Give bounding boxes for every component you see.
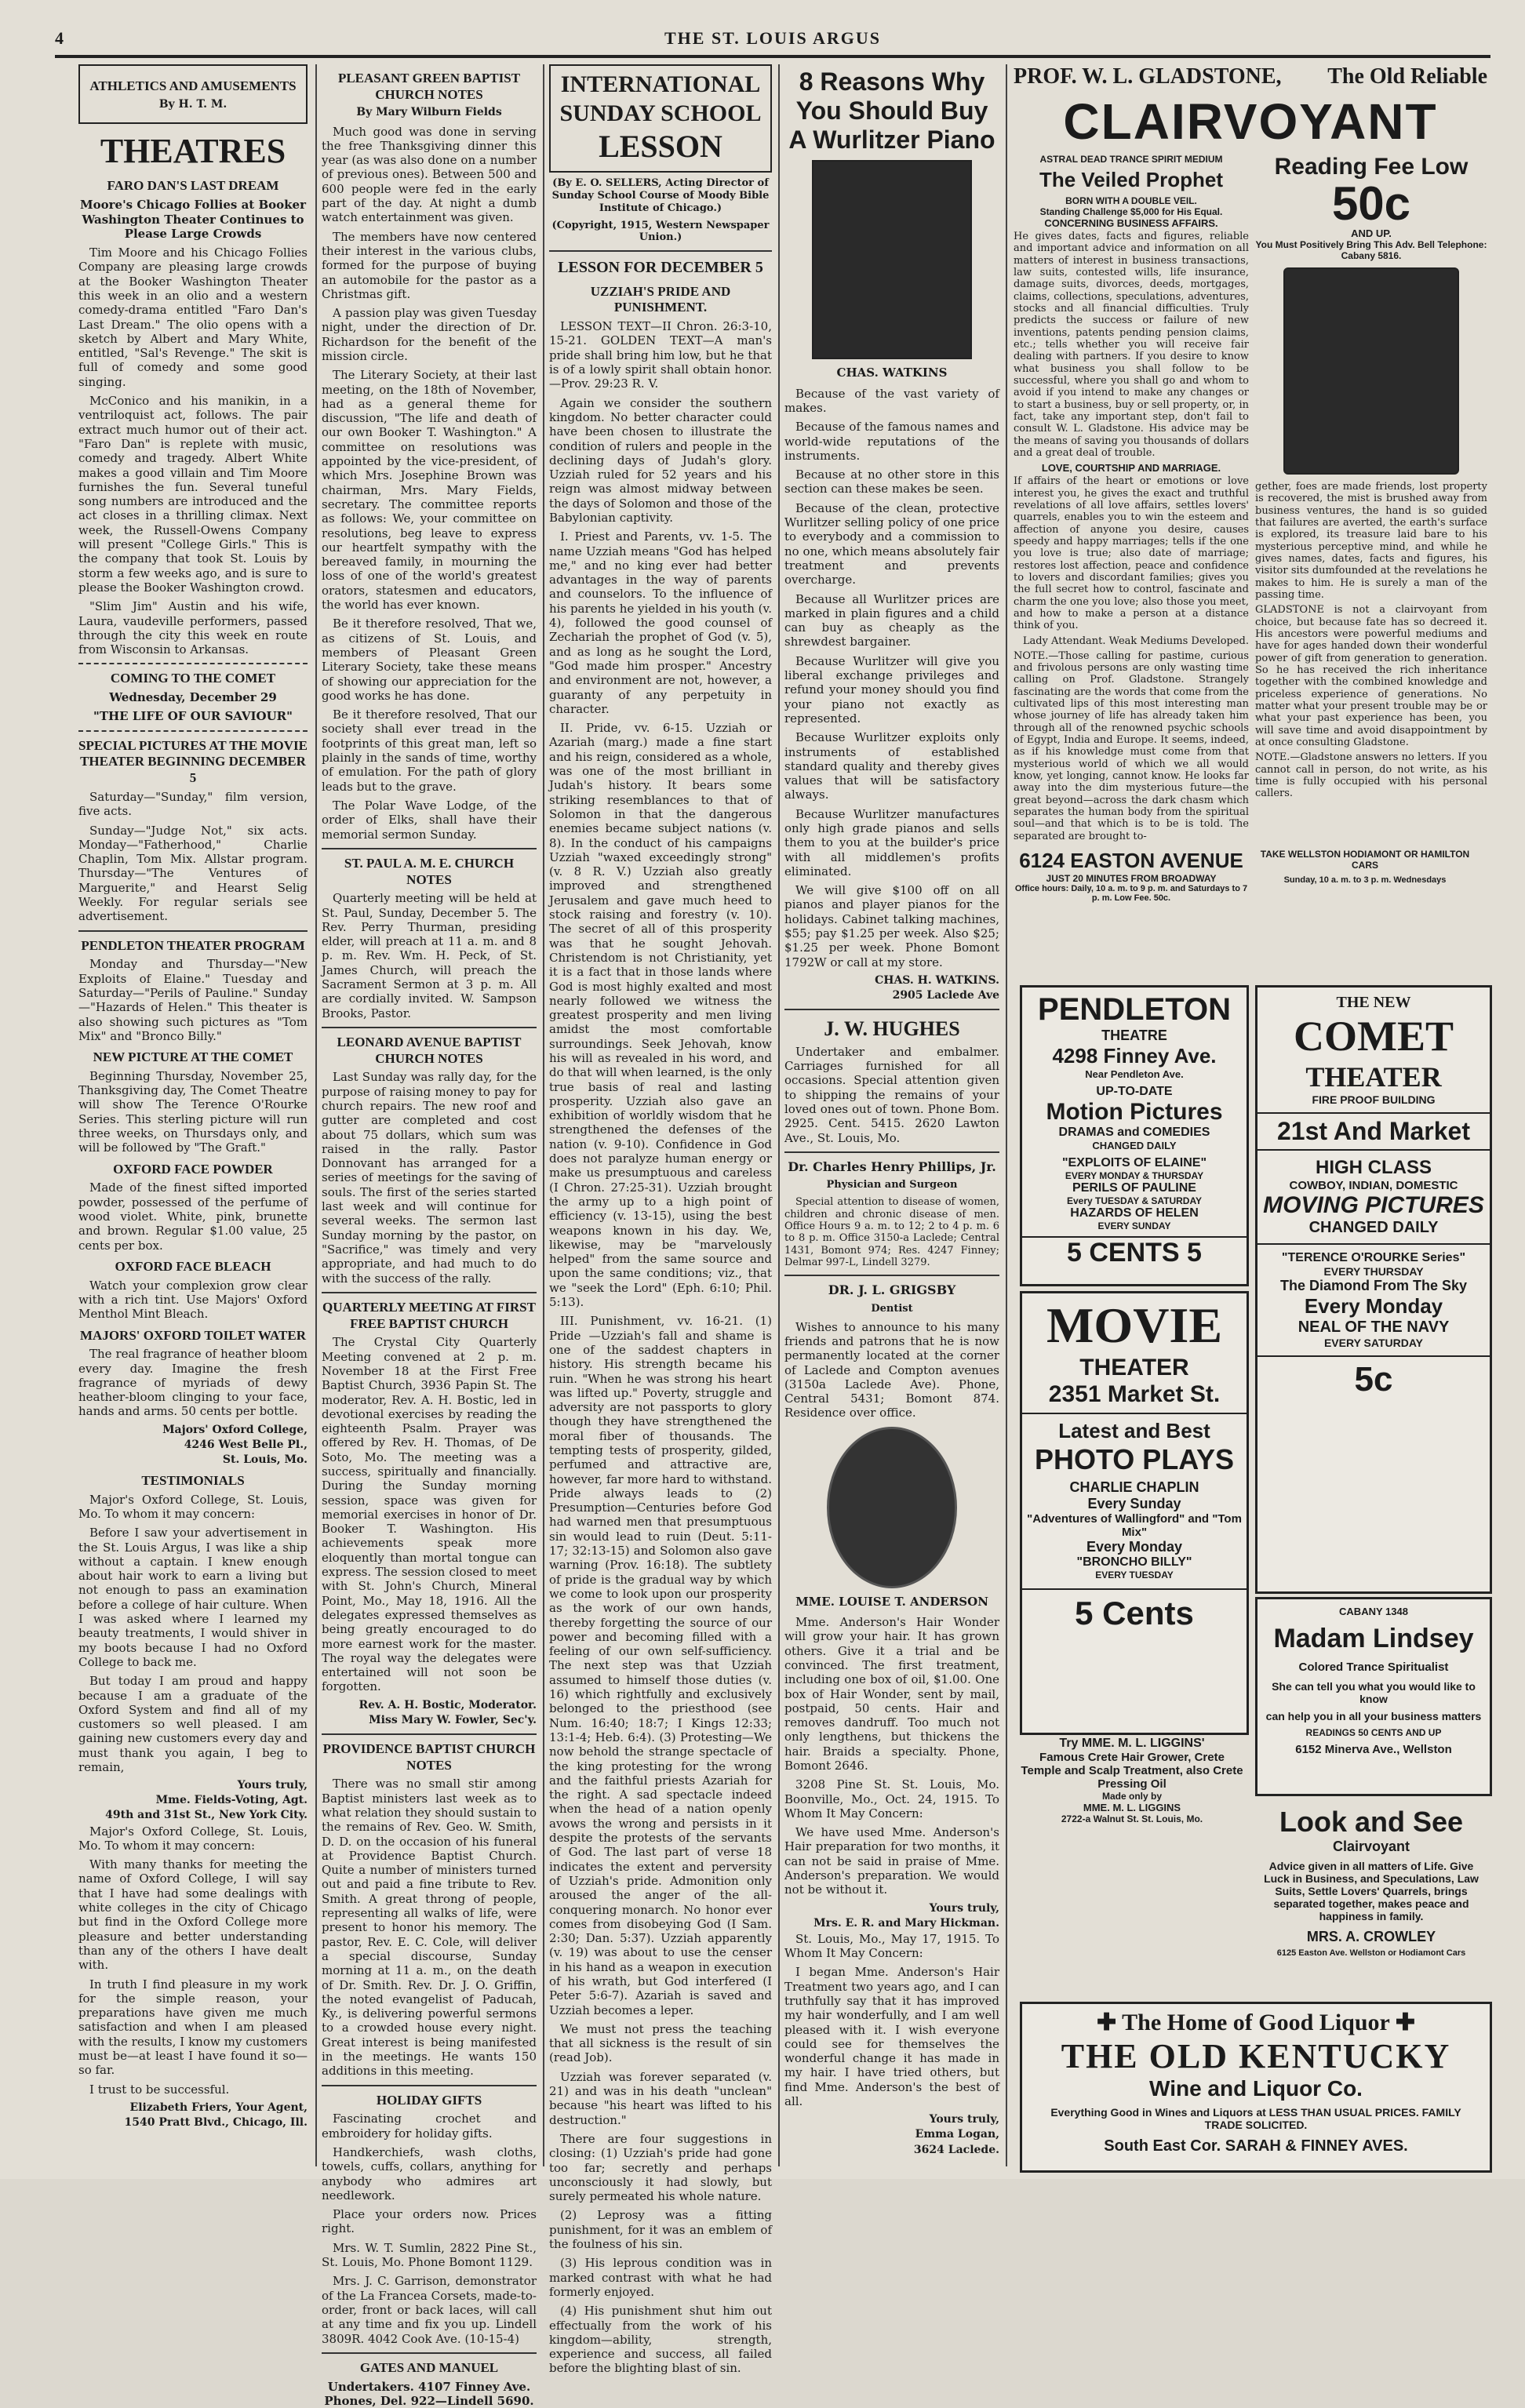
ad-paragraph: Because Wurlitzer manufactures only high grade pianos and sells them to you at the builder's price with all middlemen's profits eliminated. [784,806,999,878]
movie-title: MOVIE [1046,1297,1222,1353]
gladstone-left-col [1014,154,1255,846]
movie-latest: Latest and Best [1058,1419,1210,1442]
gladstone-reliable: The Old Reliable [1327,64,1487,89]
article-paragraph: Quarterly meeting will be held at St. Paul, Sunday, December 5. The Rev. Perry Thurman, presiding elder, will preach at 11 a. m. and 8 p. m. Rev. Wm. H. Peck, of St. James Church, will preach the Sacrament Sermon at 3 p. m. All are cordially invited. W. Sampson Brooks, Pastor. [322,891,537,1020]
article-paragraph: Place your orders now. Prices right. [322,2207,537,2236]
column-1 [78,64,308,2166]
liggins-products: Famous Crete Hair Grower, Crete Temple and Scalp Treatment, also Crete Pressing Oil [1021,1751,1243,1791]
clairvoyant-title: CLAIRVOYANT [1063,93,1438,150]
watkins-caption: CHAS. WATKINS [836,366,948,380]
article-paragraph: The Crystal City Quarterly Meeting convened at 2 p. m. November 18 at the First Free Baptist Church, 3936 Papin St. The moderator, Rev. A. H. Bostic, led in devotional exercises by reading the eighteenth Psalm. Prayer was offered by Rev. H. Thomas, of De Soto, Mo. The meeting was a success, spiritually and financially. During the Sunday morning session, space was given for memorial exercises in honor of Dr. Booker T. Washington. His achievements speak more eloquently than mortal tongue can express. The session closed to meet with St. John's Church, Mineral Point, Mo., May 18, 1916. All the delegates expressed themselves as being greatly encouraged to do more earnest work for the master. The royal way the delegates were entertained will not soon be forgotten. [322,1335,537,1694]
comet-saturday: EVERY SATURDAY [1323,1337,1424,1349]
divider [784,1275,999,1276]
crowley-look-and-see: Look and See [1279,1806,1464,1838]
cross-icon: ✚ [1389,2010,1415,2035]
grigsby-heading: DR. J. L. GRIGSBY [828,1282,956,1298]
ad-paragraph: Because of the famous names and world-wide reputations of the instruments. [784,420,999,463]
lindsey-tell: She can tell you what you would like to know [1272,1680,1476,1705]
article-paragraph: Before I saw your advertisement in the St. Louis Argus, I was like a ship without a captain. I knew enough about hair work to earn a living but not enough to pass an examination before a college of hair culture. When I was asked where I learned my beauty treatments, I would shiver in my boots because I had no Oxford College to back me. [78,1526,308,1669]
column-3 [549,64,772,2376]
article-paragraph: Much good was done in serving the free Thanksgiving dinner this year (as was also done on a number of previous ones). Between 500 and 600 people were fed in the early part of the day. At night a dumb watch entertainment was given. [322,124,537,225]
faro-heading: FARO DAN'S LAST DREAM [107,178,279,194]
anderson-caption: MME. LOUISE T. ANDERSON [795,1594,988,1609]
grigsby-subheading: Dentist [871,1302,913,1315]
signature: 1540 Pratt Blvd., Chicago, Ill. [124,2115,308,2129]
providence-heading: PROVIDENCE BAPTIST CHURCH NOTES [322,1741,536,1773]
new-picture-heading: NEW PICTURE AT THE COMET [93,1049,293,1065]
article-paragraph: The Polar Wave Lodge, of the order of Elks, shall have their memorial sermon Sunday. [322,798,537,842]
article-paragraph: Mrs. J. C. Garrison, demonstrator of the La Francea Corsets, made-to-order, front or back laces, will call at any time and fix you up. Lindell 3809R. 4042 Cook Ave. (10-15-4) [322,2274,537,2346]
athletics-byline: By H. T. M. [158,97,227,111]
article-paragraph: I. Priest and Parents, vv. 1-5. The name Uzziah means "God has helped me," and no king ever had better advantages in the way of parents and counselors. To the influence of his parents he yielded in his youth (v. 4), followed the good counsel of Zechariah the prophet of God (v. 5), and as long as he sought the Lord, "God made him prosper." Ancestry and environment are not, however, a guaranty of any perpetuity in character. [549,529,772,716]
comet-address: 21st And Market [1257,1112,1490,1151]
pendleton-helen-days: EVERY SUNDAY [1097,1220,1171,1231]
lindsey-name: Madam Lindsey [1273,1624,1474,1653]
cross-icon: ✚ [1097,2010,1123,2035]
kentucky-prices: Everything Good in Wines and Liquors at LESS THAN USUAL PRICES. FAMILY TRADE SOLICITED. [1050,2106,1461,2131]
article-paragraph: Again we consider the southern kingdom. No better character could have been chosen to illustrate the condition of rulers and people in the declining days of Judah's glory. Uzziah ruled for 52 years and his reign was almost midway between the days of Solomon and those of the Babylonian captivity. [549,395,772,525]
divider [322,848,537,849]
comet-ad [1255,985,1492,1594]
pendleton-changed: CHANGED DAILY [1092,1140,1177,1151]
pendleton-pauline: PERILS OF PAULINE [1072,1181,1196,1195]
ad-paragraph: Wishes to announce to his many friends and patrons that he is now permanently located at the corner of Laclede and Compton avenues (3150a Laclede Ave). Phone, Central 5431; Bomont 874. Residence over office. [784,1319,999,1420]
signature: Miss Mary W. Fowler, Sec'y. [369,1713,537,1726]
st-paul-heading: ST. PAUL A. M. E. CHURCH NOTES [344,855,515,887]
signature: Elizabeth Friers, Your Agent, [129,2101,308,2114]
watkins-portrait [812,160,972,359]
article-paragraph: The real fragrance of heather bloom every day. Imagine the fresh fragrance of myriads of dewy heather-bloom clinging to your face, hands and arms. 50 cents per bottle. [78,1347,308,1419]
ad-paragraph: 3208 Pine St. St. Louis, Mo. Boonville, Mo., Oct. 24, 1915. To Whom It May Concern: [784,1777,999,1821]
athletics-box [78,64,308,124]
lindsey-readings: READINGS 50 CENTS AND UP [1305,1727,1442,1738]
article-paragraph: Saturday—"Sunday," film version, five acts. [78,789,308,819]
uzziah-heading: UZZIAH'S PRIDE AND PUNISHMENT. [590,283,731,315]
reading-fee: Reading Fee Low [1274,154,1469,180]
article-paragraph: Major's Oxford College, St. Louis, Mo. To whom it may concern: [78,1824,308,1853]
wurlitzer-line-3: A Wurlitzer Piano [788,125,995,154]
fee-and-up: AND UP. [1351,227,1392,239]
ad-paragraph: Because at no other store in this section can these makes be seen. [784,467,999,497]
veiled-prophet: The Veiled Prophet [1039,168,1224,191]
fee-note: You Must Positively Bring This Adv. Bell Telephone: Cabany 5816. [1255,239,1487,261]
divider [784,1009,999,1010]
article-paragraph: Fascinating crochet and embroidery for holiday gifts. [322,2112,537,2141]
divider [784,1151,999,1153]
ad-paragraph: Undertaker and embalmer. Carriages furnished for all occasions. Special attention given to shipping the remains of your loved ones out of town. Phone Bom. 2925. Cent. 5415. 2620 Lawton Ave., St. Louis, Mo. [784,1044,999,1145]
gladstone-portrait [1283,267,1459,475]
ad-paragraph: gether, foes are made friends, lost property is recovered, the mist is brushed away from business ventures, the hand is so guided that failures are averted, the earth's surface is explored, its treasure laid bare to his mysterious perceptive mind, and while he gives names, dates, facts and figures, his visitor sits dumfounded at the revelations he makes to him. He is surely a man of the passing time. [1255,481,1487,601]
movie-tuesday: EVERY TUESDAY [1095,1570,1174,1580]
gladstone-ad [1014,64,1487,976]
ad-paragraph: If affairs of the heart or emotions or love interest you, he gives the exact and truthful revelations of all love affairs, settles lovers' quarrels, enables you to win the esteem and affection of anyone you desire, causes speedy and happy marriages; tells if the one you love is true; also date of marriage; restores lost affection, peace and confidence to lovers and discordant families; gives you the full secret how to control, fascinate and charm the one you love; also those you meet, and how to make a person at a distance think of you. [1014,475,1249,632]
gladstone-sunday: Sunday, 10 a. m. to 3 p. m. Wednesdays [1283,875,1447,886]
liggins-try: Try MME. M. L. LIGGINS' [1059,1737,1205,1750]
comet-the-new: THE NEW [1336,994,1411,1011]
column-rule [315,64,317,2166]
gates-manuel-heading: GATES AND MANUEL [359,2359,499,2375]
pendleton-uptodate: UP-TO-DATE [1096,1085,1173,1098]
gladstone-hours: Office hours: Daily, 10 a. m. to 9 p. m. and Saturdays to 7 p. m. Low Fee. 50c. [1014,884,1248,904]
gladstone-cars: TAKE WELLSTON HODIAMONT OR HAMILTON CARS [1260,849,1470,871]
pendleton-elaine-days: EVERY MONDAY & THURSDAY [1065,1170,1204,1181]
comet-price: 5c [1257,1355,1490,1399]
article-paragraph: We must not press the teaching that all sickness is the result of sin (read Job). [549,2021,772,2065]
lindsey-ad [1255,1597,1492,1796]
column-4 [784,64,999,2166]
pendleton-pauline-days: Every TUESDAY & SATURDAY [1066,1195,1203,1206]
pendleton-program-heading: PENDLETON THEATER PROGRAM [81,937,305,953]
article-paragraph: Beginning Thursday, November 25, Thanksgiving day, The Comet Theatre will show The Terence O'Rourke Series. This sterling picture will run three weeks, on Thursdays only, and will be followed by "The Graft." [78,1068,308,1155]
ad-paragraph: We have used Mme. Anderson's Hair preparation for two months, it can not be said in praise of Mme. Anderson's preparation. We would not be without it. [784,1825,999,1897]
article-paragraph: McConico and his manikin, in a ventriloquist act, follows. The pair extract much humor out of their act. "Faro Dan" is replete with music, comedy and tragedy. Albert White makes a good villain and Tim Moore furnishes the fun. Several tuneful song numbers are introduced and the act closes in a thrilling climax. Next week, the Russell-Owens Company will present "College Girls." This is the company that took St. Louis by storm a few weeks ago, and is sure to please the Booker Washington crowd. [78,394,308,595]
article-paragraph: Sunday—"Judge Not," six acts. Monday—"Fatherhood," Charlie Chaplin, Tom Mix. Allstar program. Thursday—"The Ventures of Marguerite," and Hearst Selig Weekly. For regular serials see advertisement. [78,823,308,924]
holiday-gifts-heading: HOLIDAY GIFTS [376,2092,482,2108]
signature: Mrs. E. R. and Mary Hickman. [813,1916,999,1930]
old-kentucky-ad [1020,2002,1492,2173]
ad-paragraph: Because Wurlitzer will give you liberal exchange privileges and refund your money should you find your piano not exactly as represented. [784,653,999,726]
lesson-date-heading: LESSON FOR DECEMBER 5 [558,259,763,277]
lindsey-help: can help you in all your business matters [1265,1710,1482,1722]
article-paragraph: Be it therefore resolved, That our society shall ever tread in the footprints of this great man, left so plainly in the sands of time, worthy of emulation. For the path of glory leads but to the grave. [322,707,537,794]
pendleton-near: Near Pendleton Ave. [1085,1068,1184,1080]
comet-title: "THE LIFE OF OUR SAVIOUR" [93,709,293,724]
signature: 4246 West Belle Pl., [184,1438,308,1451]
signature: Emma Logan, [915,2128,999,2141]
pleasant-green-byline: By Mary Wilburn Fields [356,106,502,119]
signature: St. Louis, Mo. [222,1453,308,1466]
signature: Mme. Fields-Voting, Agt. [155,1794,308,1807]
gladstone-address-block [1014,849,1249,903]
ad-paragraph: Because Wurlitzer exploits only instruments of established standard quality and thereby gives values that will be satisfactory always. [784,730,999,802]
pendleton-helen: HAZARDS OF HELEN [1070,1206,1199,1220]
comet-genres: COWBOY, INDIAN, DOMESTIC [1289,1179,1458,1192]
comet-orourke: "TERENCE O'ROURKE Series" [1281,1251,1466,1264]
phillips-subheading: Physician and Surgeon [826,1179,958,1191]
column-rule [543,64,544,2166]
testimonials-heading: TESTIMONIALS [141,1472,245,1488]
lindsey-title: Colored Trance Spiritualist [1298,1661,1449,1674]
ad-paragraph: I began Mme. Anderson's Hair Treatment two years ago, and I can truthfully say that it has improved my hair wonderfully, and I am well pleased with it. I wish everyone could see for themselves the wonderful change it has made in my hair. I have tried others, but find Mme. Anderson's the best of all. [784,1965,999,2109]
oxford-powder-heading: OXFORD FACE POWDER [113,1161,273,1177]
article-paragraph: In truth I find pleasure in my work for the simple reason, your preparations have given me much satisfaction and when I am pleased with the results, I know my customers must be—at least I have found it so—so far. [78,1977,308,2078]
divider [322,2085,537,2086]
newspaper-title: THE ST. LOUIS ARGUS [664,28,881,48]
kentucky-address: South East Cor. SARAH & FINNEY AVES. [1104,2137,1408,2155]
banner-line-2: SUNDAY SCHOOL [559,100,762,126]
article-paragraph: There are four suggestions in closing: (1) Uzziah's pride had gone too far; secretly and perhaps unconsciously it had slowly, but surely permeated his whole nature. [549,2131,772,2204]
article-paragraph: Be it therefore resolved, That we, as citizens of St. Louis, and members of Pleasant Green Literary Society, take these means of showing our appreciation for the good works he has done. [322,617,537,703]
wurlitzer-line-2: You Should Buy [795,96,988,125]
article-paragraph: With many thanks for meeting the name of Oxford College, I will say that I have had some dealings with white colleges in the city of Chicago but find in the Oxford College more pleasure and better understanding than any of the others I have dealt with. [78,1857,308,1973]
gladstone-body [1014,154,1487,846]
movie-address: 2351 Market St. [1022,1381,1247,1414]
ad-paragraph: Lady Attendant. Weak Mediums Developed. [1022,635,1249,647]
pendleton-theatre: THEATRE [1101,1028,1167,1043]
movie-chaplin: CHARLIE CHAPLIN [1069,1479,1199,1495]
ad-paragraph: Because of the vast variety of makes. [784,386,999,415]
lindsey-phone: CABANY 1348 [1339,1606,1408,1617]
ad-paragraph: He gives dates, facts and figures, reliable and important advice and information on all matters of interest in business transactions, law suits, contested wills, life insurance, damage suits, divorces, deeds, mortgages, claims, collections, speculations, adventures, stocks and all financial difficulties. Truly predicts the success or failure of new inventions, patents pending pension claims, etc.; tells whether you will receive fair dealing with partners. If you desire to know what business you shall follow to be successful, where you shall go and whom to avoid if you intend to make any changes or to start a business, buy or sell property, or, in fact, take any important step, don't fail to consult W. L. Gladstone. His advice may be the means of saving you thousands of dollars and a great deal of trouble. [1014,231,1249,459]
article-paragraph: Mrs. W. T. Sumlin, 2822 Pine St., St. Louis, Mo. Phone Bomont 1129. [322,2240,537,2270]
ad-paragraph: St. Louis, Mo., May 17, 1915. To Whom It May Concern: [784,1931,999,1961]
divider [78,663,308,664]
divider [322,1733,537,1735]
banner-line-3: LESSON [599,129,722,165]
signature: Yours truly, [929,2113,999,2126]
liggins-ad [1020,1737,1244,1839]
comet-high-class: HIGH CLASS [1315,1157,1432,1178]
fee-amount: 50c [1331,177,1411,230]
liggins-made-by: Made only by [1101,1791,1162,1802]
oxford-bleach-heading: OXFORD FACE BLEACH [115,1258,271,1274]
article-paragraph: The members have now centered their interest in the various clubs, formed for the purpose of buying an automobile for the pastor as a Christmas gift. [322,229,537,301]
ad-paragraph: We will give $100 off on all pianos and player pianos for the holidays. Cabinet talking machines, $55; pay $1.25 per week. Also $25; $1.25 per week. Phone Bomont 1792W or call at my store. [784,883,999,969]
gladstone-address-note: JUST 20 MINUTES FROM BROADWAY [1046,873,1217,885]
gladstone-medium: ASTRAL DEAD TRANCE SPIRIT MEDIUM [1039,154,1223,165]
article-paragraph: (2) Leprosy was a fitting punishment, for it was an emblem of the foulness of his sin. [549,2208,772,2252]
lesson-copyright: (Copyright, 1915, Western Newspaper Union.) [551,219,770,244]
theatres-heading: THEATRES [100,131,286,170]
column-rule [778,64,780,2166]
article-paragraph: (4) His punishment shut him out effectually from the work of his kingdom—ability, strength, experience and success, all failed before the blighting blast of sin. [549,2304,772,2376]
liggins-name: MME. M. L. LIGGINS [1083,1802,1181,1813]
pendleton-motion: Motion Pictures [1046,1099,1223,1125]
pendleton-title: PENDLETON [1038,992,1231,1027]
movie-sunday: Every Sunday [1087,1496,1181,1511]
movie-broncho: "BRONCHO BILLY" [1076,1555,1192,1569]
crowley-address: 6125 Easton Ave. Wellston or Hodiamont Cars [1276,1948,1466,1958]
gladstone-name: PROF. W. L. GLADSTONE, [1014,64,1282,89]
comet-fireproof: FIRE PROOF BUILDING [1312,1093,1436,1106]
comet-diamond: The Diamond From The Sky [1279,1278,1468,1293]
double-veil: BORN WITH A DOUBLE VEIL. [1065,195,1197,206]
column-rule [1006,64,1007,2166]
pendleton-price: 5 CENTS 5 [1022,1236,1247,1268]
comet-thursday: EVERY THURSDAY [1323,1265,1424,1278]
gates-manuel-text: Undertakers. 4107 Finney Ave. Phones, Del. 922—Lindell 5690. [324,2379,534,2408]
anderson-portrait [827,1427,957,1588]
lesson-byline: (By E. O. SELLERS, Acting Director of Sunday School Course of Moody Bible Institute of Chicago.) [551,176,770,214]
article-paragraph: Handkerchiefs, wash cloths, towels, cuffs, collars, anything for anybody who admires art needlework. [322,2144,537,2202]
pendleton-dramas: DRAMAS and COMEDIES [1058,1126,1210,1139]
article-paragraph: (3) His leprous condition was in marked contrast with what he had formerly enjoyed. [549,2256,772,2299]
hughes-heading: J. W. HUGHES [824,1017,960,1041]
movie-wallingford: "Adventures of Wallingford" and "Tom Mix" [1027,1512,1242,1539]
gladstone-address: 6124 EASTON AVENUE [1019,849,1243,873]
article-paragraph: "Slim Jim" Austin and his wife, Laura, vaudeville performers, passed through the city this week en route from Wisconsin to Arkansas. [78,599,308,657]
sunday-school-banner [549,64,772,173]
article-paragraph: III. Punishment, vv. 16-21. (1) Pride —Uzziah's fall and shame is one of the saddest chapters in history. His strength became his ruin. "When he was strong his heart was lifted up." Poverty, struggle and adversity are not passports to glory though they have strengthened the moral fiber of thousands. The tempting tests of prosperity, gilded, perfumed and attractive are, however, far more hard to withstand. Pride always leads to (2) Presumption—Centuries before God had warned men that presumptuous sin would lead to ruin (Deut. 5:11-17; 32:13-15) and Solomon also gave warning (Prov. 16:18). The subtlety of pride is the gradual way by which we come to look upon our prosperity as the work of our own hands, thereby forgetting the source of our power and becoming filled with a feeling of our own self-sufficiency. The next step was that Uzziah assumed to himself those duties (v. 16) which rightfully and exclusively belonged to the priesthood (see Num. 16:40; 18:7; I Kings 12:33; 13:1-4; Heb. 6:4). (3) Protesting—We now behold the strange spectacle of the king protesting for the wrong and the faithful priests Azariah for the right. A sad spectacle indeed when the head of a nation openly avows the wrong and persists in it despite the protests of the servants of God. The last part of verse 18 indicates the extent and perversity of Uzziah's pride. Admonition only aroused the anger of the all-conquering monarch. No honor ever comes from disobeying God (I Sam. 2:30; Dan. 5:37). Uzziah apparently (v. 19) was about to use the censer in his hand as a weapon in execution of his wrath, but God interfered (I Peter 5:6-7). Azariah is saved and Uzziah becomes a leper. [549,1314,772,2017]
ad-paragraph: NOTE.—Gladstone answers no letters. If you cannot call in person, do not write, as his time is fully occupied with his personal callers. [1255,751,1487,800]
pendleton-elaine: "EXPLOITS OF ELAINE" [1061,1156,1207,1169]
divider [78,730,308,732]
comet-date: Wednesday, December 29 [109,690,277,705]
kentucky-home [1022,2009,1490,2036]
signature: Yours truly, [237,1779,308,1792]
leonard-heading: LEONARD AVENUE BAPTIST CHURCH NOTES [337,1034,522,1066]
signature: CHAS. H. WATKINS. [875,973,999,987]
gladstone-footer [1014,849,1487,903]
comet-changed-daily: CHANGED DAILY [1257,1219,1490,1245]
divider [322,1027,537,1028]
love-heading: LOVE, COURTSHIP AND MARRIAGE. [1041,462,1221,475]
masthead [55,24,1490,58]
movie-theater: THEATER [1079,1355,1189,1380]
divider [322,1292,537,1293]
wurlitzer-heading [784,67,999,154]
article-paragraph: Major's Oxford College, St. Louis, Mo. To whom it may concern: [78,1492,308,1521]
signature: Yours truly, [929,1901,999,1915]
business-affairs-heading: CONCERNING BUSINESS AFFAIRS. [1044,217,1218,229]
article-paragraph: A passion play was given Tuesday night, under the direction of Dr. Richardson for the benefit of the mission circle. [322,306,537,363]
lindsey-address: 6152 Minerva Ave., Wellston [1295,1743,1452,1756]
crowley-ad [1255,1799,1487,1992]
divider [549,250,772,252]
challenge: Standing Challenge $5,000 for His Equal. [1039,206,1223,217]
movie-price: 5 Cents [1022,1588,1247,1632]
toilet-water-heading: MAJORS' OXFORD TOILET WATER [80,1327,306,1343]
signature: Majors' Oxford College, [162,1423,308,1436]
article-paragraph: There was no small stir among Baptist ministers last week as to what relation they should sustain to the remains of Rev. Geo. W. Smith, D. D. on the occasion of his funeral at Providence Baptist Church. Quite a number of ministers turned out and paid a fine tribute to Rev. Smith. A great throng of people, representing all walks of life, were present to honor his memory. The pastor, Rev. E. C. Cole, will deliver a special discourse, Sunday morning at 11 a. m., on the death of Dr. Smith. Rev. Dr. J. O. Griffin, the noted evangelist of Paducah, Ky., is delivering powerful sermons to a crowded house every night. Great interest is being manifested in the meetings. He wants 150 additions in this meeting. [322,1777,537,2079]
ad-paragraph: GLADSTONE is not a clairvoyant from choice, but because fate has so decreed it. His ancestors were powerful mediums and have for ages handed down their wonderful power of gift from generation to generation. So he has received the rich inheritance together with the combined knowledge and priceless experience of generations. No matter what your present trouble may be or what your past experience has been, you will save time and avoid disappointment by at once consulting Gladstone. [1255,604,1487,748]
signature: 49th and 31st St., New York City. [105,1809,308,1822]
pendleton-address: 4298 Finney Ave. [1052,1044,1217,1068]
divider [78,930,308,932]
crowley-name: MRS. A. CROWLEY [1306,1929,1436,1944]
comet-monday: Every Monday [1304,1294,1443,1318]
signature: 3624 Laclede. [913,2143,999,2156]
comet-coming-heading: COMING TO THE COMET [110,671,276,686]
athletics-title: ATHLETICS AND AMUSEMENTS [89,78,297,93]
column-2 [322,64,537,2408]
gladstone-cars-block [1249,849,1481,903]
page-number: 4 [55,28,65,48]
article-paragraph: The Literary Society, at their last meeting, on the 18th of November, had as a general theme for discussion, "The life and death of our own Booker T. Washington." A committee on resolutions was appointed by the vice-president, of which Mrs. Josephine Brown was chairman, Mrs. Mary Fields, secretary. The committee reports as follows: We, your committee on resolutions, beg leave to express our heartfelt sympathy with the bereaved family, in mourning the loss of one of the world's greatest orators, statesmen and educators, the world has ever known. [322,368,537,613]
crowley-advice: Advice given in all matters of Life. Give Luck in Business, and Speculations, Law Suits, Settle Lovers' Quarrels, brings separated together, makes peace and happiness in family. [1264,1860,1479,1922]
movie-photo-plays: PHOTO PLAYS [1034,1443,1235,1475]
kentucky-home-text: The Home of Good Liquor [1122,2010,1390,2035]
banner-line-1: INTERNATIONAL [560,71,761,97]
faro-subheading: Moore's Chicago Follies at Booker Washington Theater Continues to Please Large Crowds [80,198,306,241]
ad-paragraph: Because of the clean, protective Wurlitzer selling policy of one price to everybody and a commission to no one, which means absolutely fair treatment and prevents overcharge. [784,500,999,587]
ad-paragraph: Because all Wurlitzer prices are marked in plain figures and a child can buy as cheaply as the shrewdest bargainer. [784,591,999,649]
ad-paragraph: Special attention to disease of women, children and chronic disease of men. Office Hours 9 a. m. to 12; 2 to 4 p. m. 6 to 8 p. m. Office 3150-a Laclede; Central 1431, Bomont 974; Res. 4247 Finney; Delmar 997-L, Lindell 3279. [784,1196,999,1268]
kentucky-name: THE OLD KENTUCKY [1061,2037,1451,2075]
article-paragraph: Watch your complexion grow clear with a rich tint. Use Majors' Oxford Menthol Mint Bleach. [78,1278,308,1322]
ad-paragraph: Mme. Anderson's Hair Wonder will grow your hair. It has grown others. Give it a trial and be convinced. The first treatment, including one box of oil, $1.00. One box of Hair Wonder, sent by mail, postpaid, 50 cents. Hair and removes dandruff. Too much not only lengthens, but thickens the hair. Braids a specialty. Phone, Bomont 2646. [784,1615,999,1773]
article-paragraph: Uzziah was forever separated (v. 21) and was in his death "unclean" because "his heart was lifted to his destruction." [549,2069,772,2127]
ad-paragraph: NOTE.—Those calling for pastime, curious and frivolous persons are only wasting time calling on Prof. Gladstone. Strangely fascinating are the words that come from the cultivated lips of this most interesting man whose journey of life has already taken him through all of the renowned psychic schools of Egypt, India and Europe. It seems, indeed, as if his knowledge must come from that mysterious world of which we all would know, yet longing, cannot know. He looks far away into the dim mysterious future—the great beyond—across the dark chasm which separates the human body from the spiritual soul—and that which is to be is told. The separated are brought to- [1014,649,1249,842]
article-paragraph: Tim Moore and his Chicago Follies Company are pleasing large crowds at the Booker Washington Theater this week in an olio and a western comedy-drama entitled "Faro Dan's Last Dream." The olio opens with a sketch by Albert and Mary White, entitled, "Sal's Revenge." The skit is full of comedy and some good singing. [78,246,308,389]
comet-theater: THEATER [1305,1061,1442,1093]
divider [322,2352,537,2354]
article-paragraph: LESSON TEXT—II Chron. 26:3-10, 15-21. GOLDEN TEXT—A man's pride shall bring him low, but he that is of a lowly spirit shall obtain honor.—Prov. 29:23 R. V. [549,319,772,391]
pendleton-ad [1020,985,1249,1286]
article-paragraph: Monday and Thursday—"New Exploits of Elaine." Tuesday and Saturday—"Perils of Pauline." Sunday—"Hazards of Helen." This theater is also showing such pictures as "Tom Mix" and "Bronco Billy." [78,957,308,1043]
signature: 2905 Laclede Ave [892,989,999,1002]
crowley-clairvoyant: Clairvoyant [1332,1839,1410,1854]
wurlitzer-line-1: 8 Reasons Why [799,67,985,96]
phillips-heading: Dr. Charles Henry Phillips, Jr. [788,1159,996,1174]
comet-title: COMET [1293,1013,1454,1060]
pleasant-green-heading: PLEASANT GREEN BAPTIST CHURCH NOTES [337,71,521,102]
gladstone-top-line [1014,64,1487,89]
kentucky-company: Wine and Liquor Co. [1149,2076,1363,2101]
comet-moving-pictures: MOVING PICTURES [1263,1192,1484,1218]
gladstone-right-col [1255,154,1487,846]
movie-ad [1020,1291,1249,1735]
signature: Rev. A. H. Bostic, Moderator. [359,1698,537,1711]
movie-special-heading: SPECIAL PICTURES AT THE MOVIE THEATER BEGINNING DECEMBER 5 [78,737,308,786]
article-paragraph: But today I am proud and happy because I am a graduate of the Oxford System and find all of my customers so well pleased. I am gaining new customers every day and must thank you again, I beg to remain, [78,1674,308,1775]
article-paragraph: Last Sunday was rally day, for the purpose of raising money to pay for church repairs. The new roof and gutter are completed and cost about 75 dollars, which sum was raised in the rally. Pastor Donnovant has arranged for a series of meetings for the saving of souls. The first of the series started last week and will continue for several weeks. The sermon last Sunday morning by the pastor, on "Sacrifice," was timely and very appropriate, and had much to do with the success of the rally. [322,1070,537,1286]
article-paragraph: I trust to be successful. [89,2082,230,2097]
article-paragraph: Made of the finest sifted imported powder, possessed of the perfume of wood violet. White, pink, brunette and brown. Regular $1.00 value, 25 cents per box. [78,1180,308,1253]
movie-monday: Every Monday [1086,1539,1183,1555]
quarterly-heading: QUARTERLY MEETING AT FIRST FREE BAPTIST CHURCH [322,1299,536,1331]
comet-navy: NEAL OF THE NAVY [1298,1319,1450,1336]
liggins-address: 2722-a Walnut St. St. Louis, Mo. [1061,1813,1203,1824]
article-paragraph: II. Pride, vv. 6-15. Uzziah or Azariah (marg.) made a fine start and his reign, considered as a whole, was one of the most brilliant in Judah's history. It bears some striking resemblances to that of Solomon in that the dangerous enemies became subject nations (v. 8). In the conduct of his campaigns Uzziah "waxed exceedingly strong" (v. 8 R. V.) Uzziah also greatly improved and strengthened Jerusalem and gave much heed to stock raising and forestry (v. 10). The secret of all of this prosperity was that he sought Jehovah. Christendom is not Christianity, yet it is a fact that in those lands where God is most highly exalted and most nearly followed we witness the greatest prosperity and men living amidst the most comfortable surroundings. Seek Jehovah, know his will as revealed in his word, and do that will when learned, is the only true basis of real and lasting prosperity. Uzziah also gave an exhibition of worldly wisdom that he strengthened the defenses of the nation (v. 9-10). Confidence in God does not paralyze human energy or make us presumptuous and careless (I Chron. 27:25-31). Uzziah brought the army up to a high point of efficiency (v. 13-15), using the best weapons known in his day. We, likewise, may be "marvelously helped" from the same source and upon the same conditions; viz., that we "seek the Lord" (Eph. 6:10; Phil. 5:13). [549,721,772,1310]
